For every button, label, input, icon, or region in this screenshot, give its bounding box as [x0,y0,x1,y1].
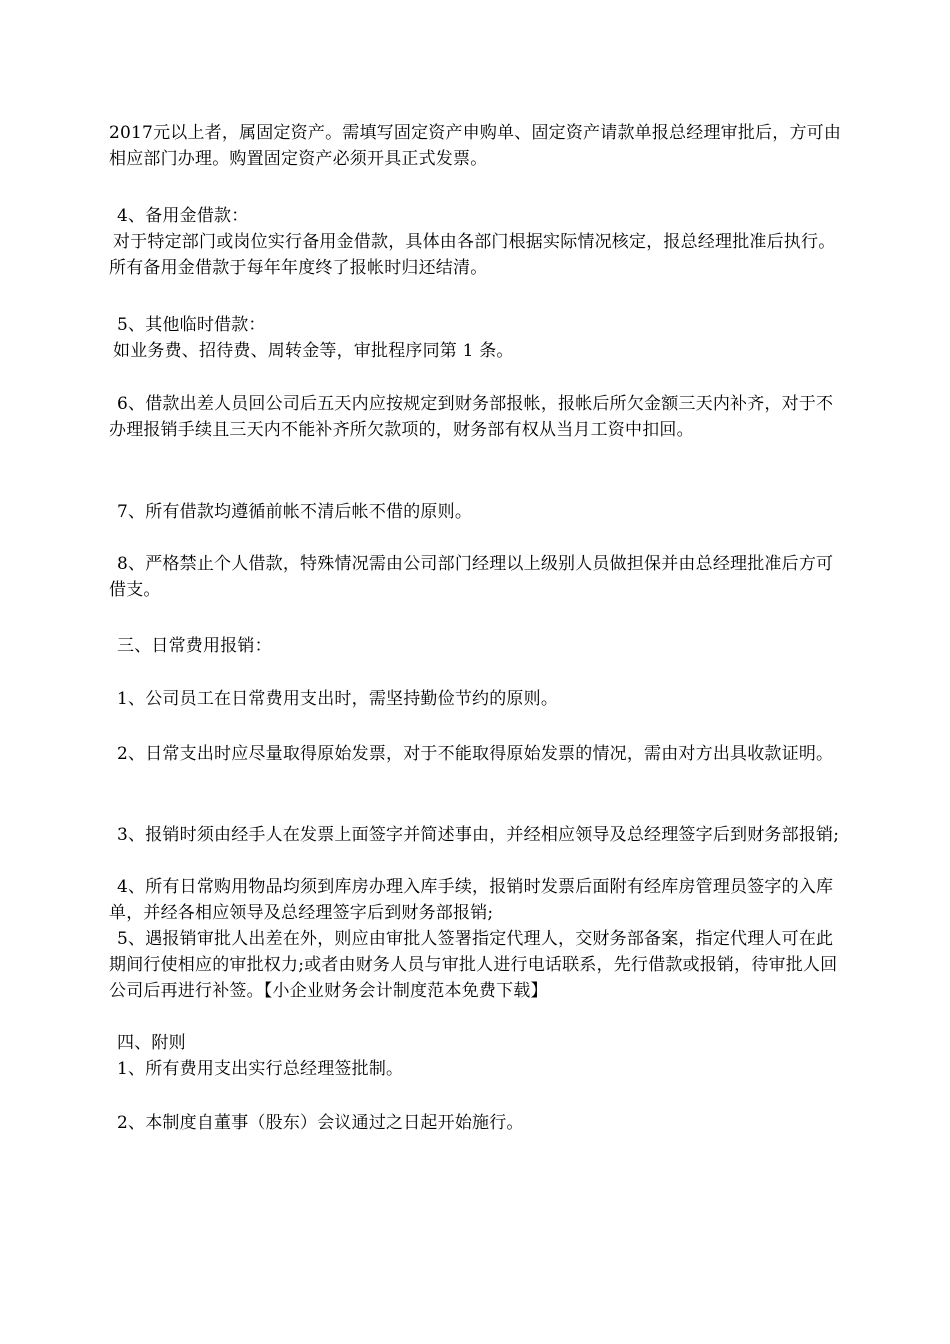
paragraph-travel-loan: 6、借款出差人员回公司后五天内应按规定到财务部报帐，报帐后所欠金额三天内补齐，对于不办理报销手续且三天内不能补齐所欠款项的，财务部有权从当月工资中扣回。 [109,394,834,440]
paragraph-daily-4: 4、所有日常购用物品均须到库房办理入库手续，报销时发票后面附有经库房管理员签字的入库单，并经各相应领导及总经理签字后到财务部报销; [109,877,834,923]
heading-temporary-loan: 5、其他临时借款： [117,315,266,335]
paragraph-daily-2: 2、日常支出时应尽量取得原始发票，对于不能取得原始发票的情况，需由对方出具收款证明。 [117,744,834,764]
section-heading-supplementary: 四、附则 [117,1033,186,1053]
paragraph-fixed-assets: 2017元以上者，属固定资产。需填写固定资产申购单、固定资产请款单报总经理审批后，方可由相应部门办理。购置固定资产必须开具正式发票。 [109,123,842,169]
paragraph-daily-1: 1、公司员工在日常费用支出时，需坚持勤俭节约的原则。 [117,689,559,709]
heading-petty-cash-loan: 4、备用金借款： [117,206,249,226]
paragraph-supplementary-2: 2、本制度自董事（股东）会议通过之日起开始施行。 [117,1113,524,1133]
paragraph-temporary-loan: 如业务费、招待费、周转金等，审批程序同第 1 条。 [113,341,514,361]
paragraph-personal-loan: 8、严格禁止个人借款，特殊情况需由公司部门经理以上级别人员做担保并由总经理批准后方可借支。 [109,554,834,600]
paragraph-daily-5: 5、遇报销审批人出差在外，则应由审批人签署指定代理人，交财务部备案，指定代理人可在此期间行使相应的审批权力;或者由财务人员与审批人进行电话联系，先行借款或报销，待审批人回公司后再进行补签。【小企业财务会计制度范本免费下载】 [109,929,838,1001]
paragraph-supplementary-1: 1、所有费用支出实行总经理签批制。 [117,1059,404,1079]
section-heading-daily-expenses: 三、日常费用报销： [117,636,272,656]
paragraph-daily-3: 3、报销时须由经手人在发票上面签字并简述事由，并经相应领导及总经理签字后到财务部报销; [117,825,840,845]
paragraph-petty-cash-loan: 对于特定部门或岗位实行备用金借款，具体由各部门根据实际情况核定，报总经理批准后执行。所有备用金借款于每年年度终了报帐时归还结清。 [109,232,836,278]
paragraph-loan-principle: 7、所有借款均遵循前帐不清后帐不借的原则。 [117,502,473,522]
